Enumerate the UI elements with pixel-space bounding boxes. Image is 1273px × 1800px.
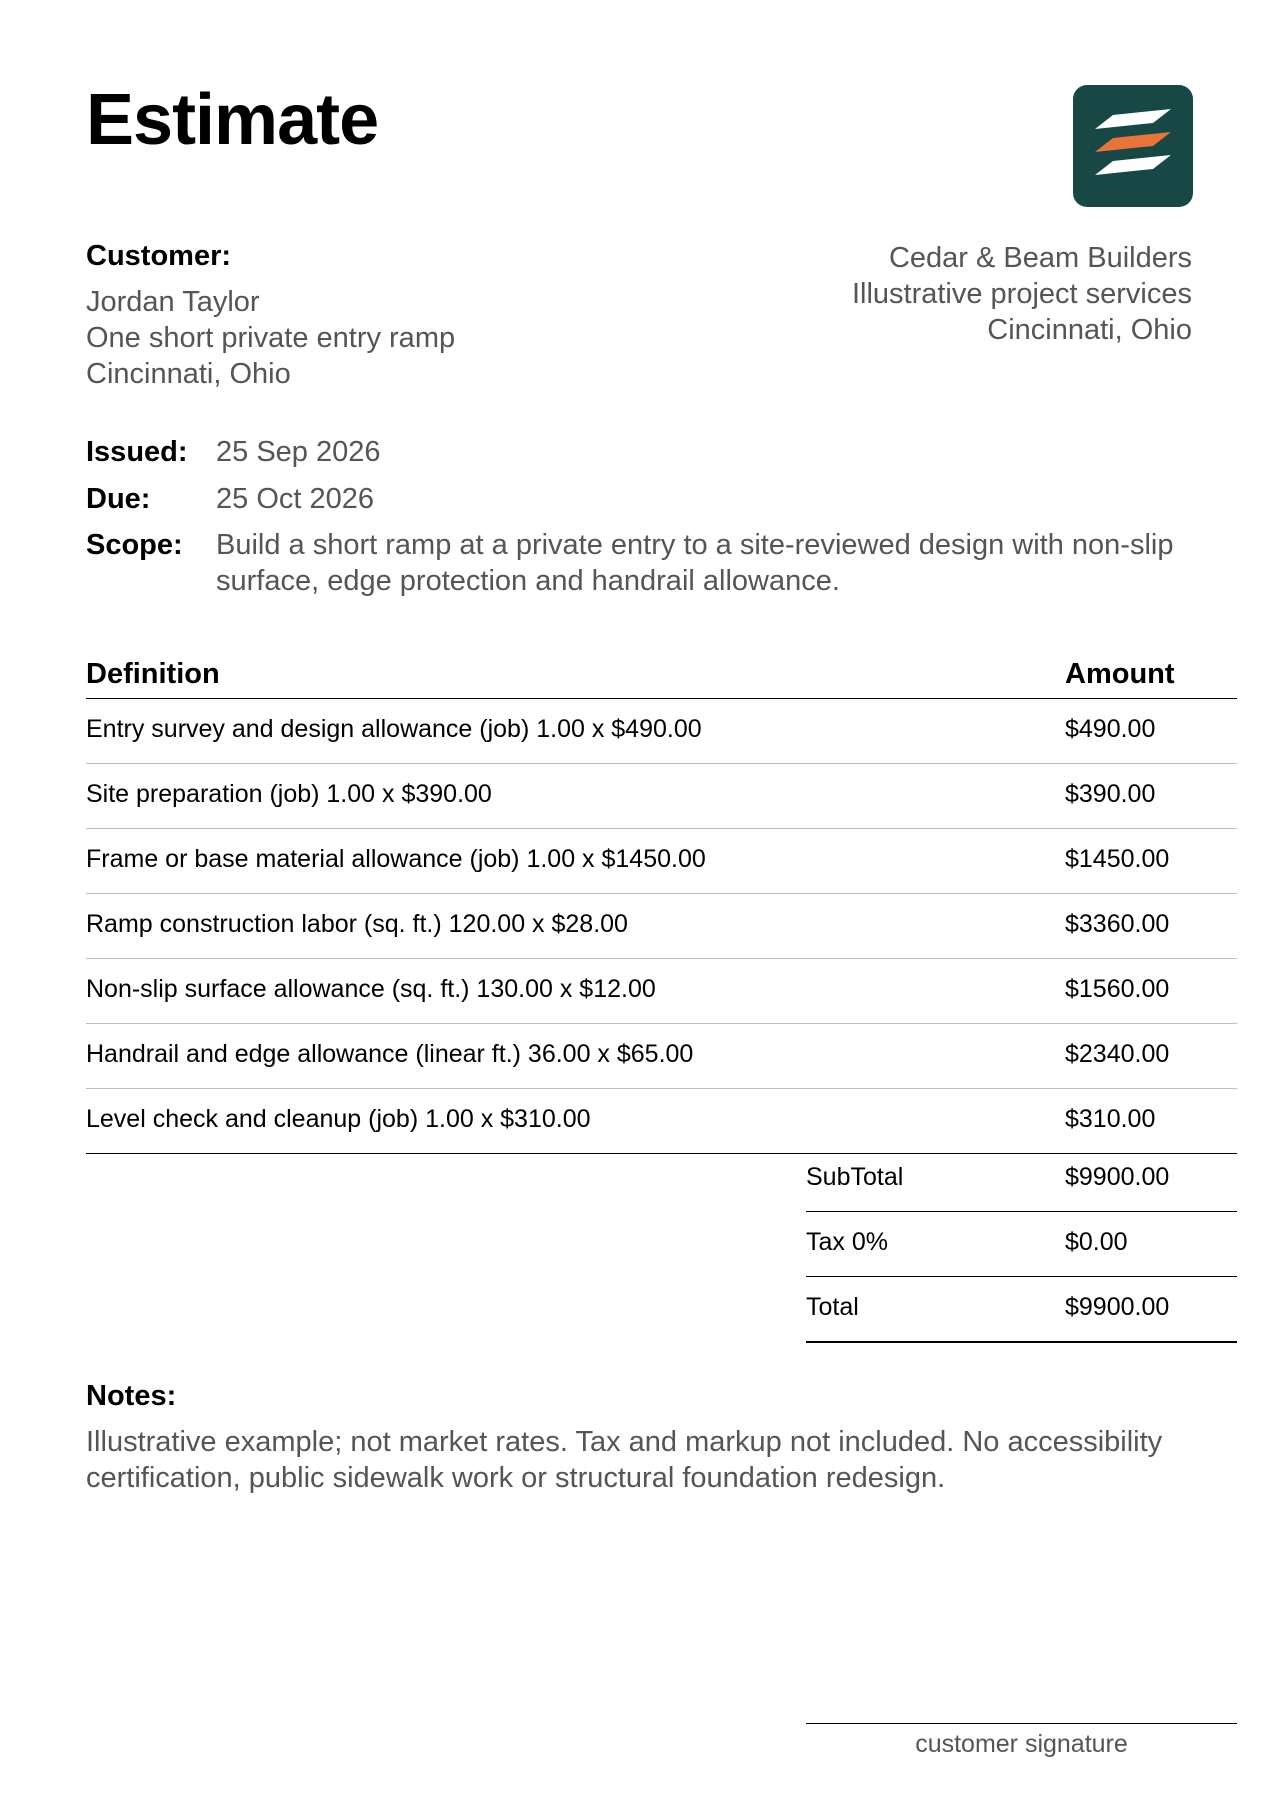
total-label: Total xyxy=(806,1293,859,1321)
customer-name: Jordan Taylor xyxy=(86,286,260,318)
row-description: Level check and cleanup (job) 1.00 x $310.00 xyxy=(86,1105,591,1133)
notes-label: Notes: xyxy=(86,1380,177,1412)
company-tagline: Illustrative project services xyxy=(851,278,1192,310)
subtotal-row xyxy=(806,1147,1237,1212)
table-row xyxy=(86,829,1237,894)
customer-details xyxy=(86,284,455,392)
row-amount: $490.00 xyxy=(1065,715,1156,743)
amount-header: Amount xyxy=(1065,658,1175,690)
customer-project: One short private entry ramp xyxy=(86,322,456,354)
page-title: Estimate xyxy=(86,80,379,160)
layers-logo-icon xyxy=(1073,85,1193,207)
scope-label: Scope: xyxy=(86,529,183,561)
total-row xyxy=(806,1277,1237,1343)
customer-label: Customer: xyxy=(86,240,232,272)
tax-row xyxy=(806,1212,1237,1277)
tax-label: Tax 0% xyxy=(806,1228,888,1256)
row-amount: $3360.00 xyxy=(1065,910,1170,938)
subtotal-label: SubTotal xyxy=(806,1163,904,1191)
row-amount: $310.00 xyxy=(1065,1105,1156,1133)
row-amount: $1560.00 xyxy=(1065,975,1170,1003)
issued-date: 25 Sep 2026 xyxy=(216,436,381,468)
signature-line[interactable] xyxy=(806,1723,1237,1724)
tax-value: $0.00 xyxy=(1065,1228,1128,1256)
table-row xyxy=(86,764,1237,829)
row-description: Frame or base material allowance (job) 1.00 x $1450.00 xyxy=(86,845,706,873)
due-label: Due: xyxy=(86,483,151,515)
row-description: Non-slip surface allowance (sq. ft.) 130.00 x $12.00 xyxy=(86,975,656,1003)
row-amount: $390.00 xyxy=(1065,780,1156,808)
table-row xyxy=(86,959,1237,1024)
row-description: Ramp construction labor (sq. ft.) 120.00 x $28.00 xyxy=(86,910,628,938)
row-description: Entry survey and design allowance (job) 1.00 x $490.00 xyxy=(86,715,702,743)
definition-header: Definition xyxy=(86,658,220,690)
row-amount: $2340.00 xyxy=(1065,1040,1170,1068)
subtotal-value: $9900.00 xyxy=(1065,1163,1170,1191)
company-name: Cedar & Beam Builders xyxy=(888,242,1192,274)
scope-text: Build a short ramp at a private entry to a site-reviewed design with non-slip surface, edge protection and handrail allowance. xyxy=(216,529,1174,597)
table-header xyxy=(86,654,1237,699)
company-location: Cincinnati, Ohio xyxy=(987,314,1192,346)
table-row xyxy=(86,1024,1237,1089)
issued-label: Issued: xyxy=(86,436,188,468)
notes-text: Illustrative example; not market rates. Tax and markup not included. No accessibility certification, public sidewalk work or structural foundation redesign. xyxy=(86,1426,1163,1494)
due-date: 25 Oct 2026 xyxy=(216,483,374,515)
row-amount: $1450.00 xyxy=(1065,845,1170,873)
table-row xyxy=(86,699,1237,764)
table-row xyxy=(86,1089,1237,1154)
totals-block xyxy=(806,1147,1237,1343)
customer-location: Cincinnati, Ohio xyxy=(86,358,291,390)
layers-logo-icon xyxy=(1073,85,1193,207)
row-description: Site preparation (job) 1.00 x $390.00 xyxy=(86,780,492,808)
row-description: Handrail and edge allowance (linear ft.) 36.00 x $65.00 xyxy=(86,1040,694,1068)
total-value: $9900.00 xyxy=(1065,1293,1170,1321)
signature-label: customer signature xyxy=(915,1730,1128,1758)
line-items-table xyxy=(86,654,1237,1154)
company-details xyxy=(852,240,1192,348)
table-row xyxy=(86,894,1237,959)
